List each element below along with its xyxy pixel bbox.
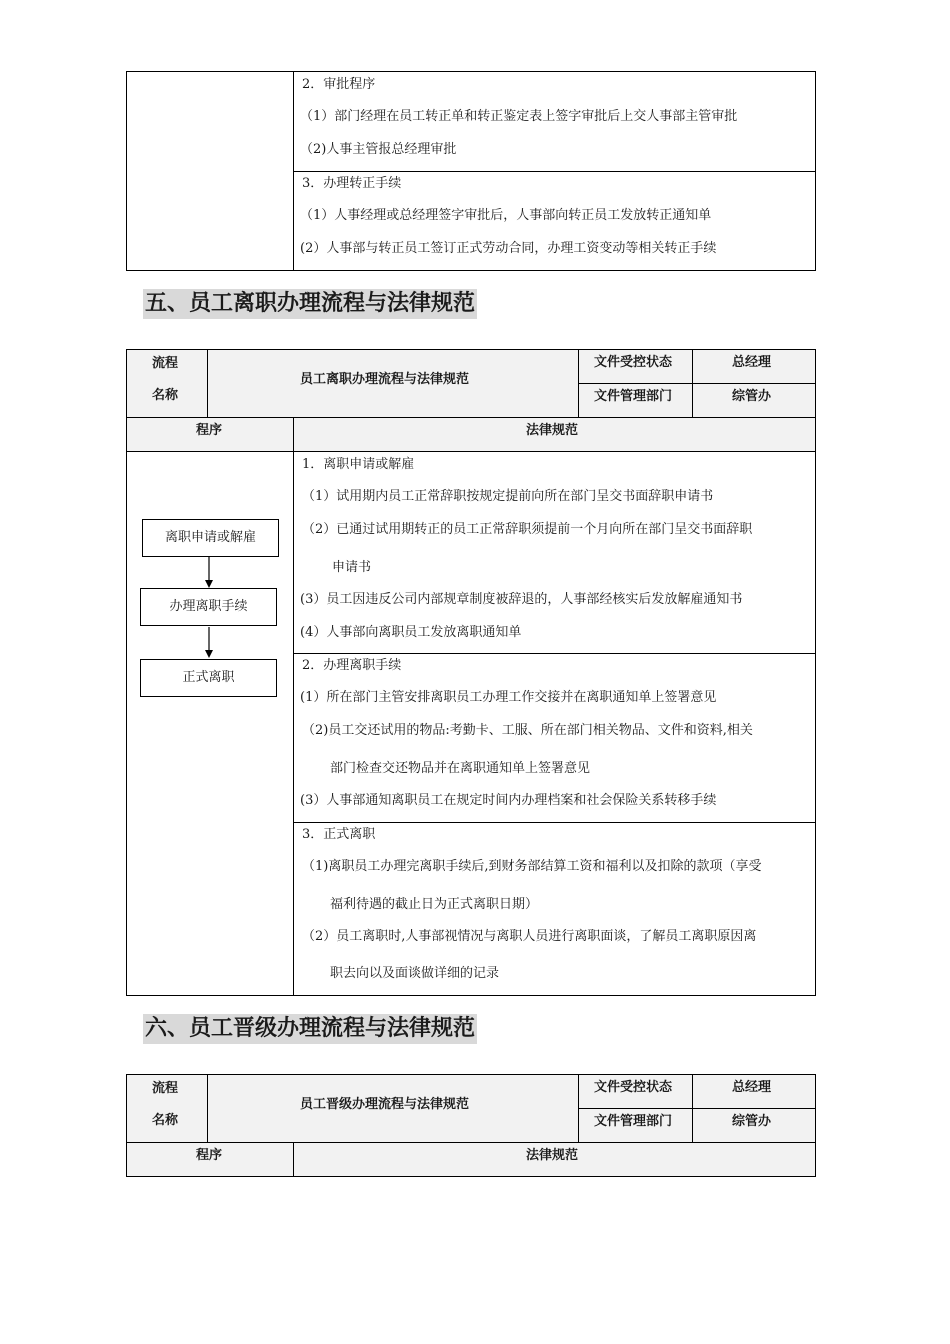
flow-step-resign: 离职申请或解雇 — [142, 519, 279, 557]
law-header: 法律规范 — [526, 1148, 579, 1163]
law-header: 法律规范 — [526, 423, 579, 438]
process-name-label-1: 流程 — [152, 1081, 179, 1096]
process-name-label-1: 流程 — [152, 356, 179, 371]
step-line: （1）人事经理或总经理签字审批后，人事部向转正员工发放转正通知单 — [300, 208, 712, 223]
process-name-label-2: 名称 — [152, 388, 179, 403]
control-status-label: 文件受控状态 — [594, 355, 673, 370]
law-step3-cell — [293, 822, 816, 996]
dept-label: 文件管理部门 — [594, 1114, 673, 1129]
step-line: (1）所在部门主管安排离职员工办理工作交接并在离职通知单上签署意见 — [300, 690, 717, 705]
control-status-value-cell — [692, 1074, 816, 1109]
procedure-header-cell — [126, 1142, 294, 1177]
step-line: 职去向以及面谈做详细的记录 — [330, 966, 500, 981]
step-heading: 2．审批程序 — [302, 77, 376, 92]
step-heading: 1．离职申请或解雇 — [302, 457, 415, 472]
process-name: 员工离职办理流程与法律规范 — [300, 372, 470, 387]
flow-arrows — [200, 556, 220, 660]
step-line: (3）人事部通知离职员工在规定时间内办理档案和社会保险关系转移手续 — [300, 793, 717, 808]
step-line: （2)员工交还试用的物品:考勤卡、工服、所在部门相关物品、文件和资料,相关 — [302, 723, 753, 738]
top-table-step2-cell — [293, 71, 816, 172]
process-name-label-cell — [126, 1074, 208, 1143]
procedure-header: 程序 — [196, 423, 223, 438]
section-title: 五、员工离职办理流程与法律规范 — [143, 289, 477, 319]
process-name-cell — [207, 1074, 579, 1143]
law-step2-cell — [293, 653, 816, 823]
top-table-step3-cell — [293, 171, 816, 271]
top-table-procedure-cell — [126, 71, 294, 271]
step-line: （1）试用期内员工正常辞职按规定提前向所在部门呈交书面辞职申请书 — [302, 489, 714, 504]
step-line: （1)离职员工办理完离职手续后,到财务部结算工资和福利以及扣除的款项（享受 — [302, 859, 762, 874]
step-line: (4）人事部向离职员工发放离职通知单 — [300, 625, 522, 640]
step-line: （2）已通过试用期转正的员工正常辞职须提前一个月向所在部门呈交书面辞职 — [302, 522, 753, 537]
dept-value: 综管办 — [732, 389, 772, 404]
law-step1-cell — [293, 451, 816, 654]
dept-label: 文件管理部门 — [594, 389, 673, 404]
step-line: (3）员工因违反公司内部规章制度被辞退的，人事部经核实后发放解雇通知书 — [300, 592, 743, 607]
dept-label-cell — [578, 383, 693, 418]
step-line: （1）部门经理在员工转正单和转正鉴定表上签字审批后上交人事部主管审批 — [300, 109, 738, 124]
procedure-header-cell — [126, 417, 294, 452]
step-line: 部门检查交还物品并在离职通知单上签署意见 — [330, 761, 591, 776]
arrow-down-icon — [205, 580, 213, 588]
step-line: (2）人事部与转正员工签订正式劳动合同，办理工资变动等相关转正手续 — [300, 241, 717, 256]
law-header-cell — [293, 417, 816, 452]
step-line: （2）员工离职时,人事部视情况与离职人员进行离职面谈，了解员工离职原因离 — [302, 929, 757, 944]
section-title: 六、员工晋级办理流程与法律规范 — [143, 1014, 477, 1044]
control-status-label-cell — [578, 1074, 693, 1109]
control-status-label-cell — [578, 349, 693, 384]
flow-step-leave: 正式离职 — [140, 659, 277, 697]
dept-label-cell — [578, 1108, 693, 1143]
flow-step-procedure: 办理离职手续 — [140, 588, 277, 626]
step-line: 申请书 — [332, 560, 372, 575]
step-line: 福利待遇的截止日为正式离职日期） — [330, 897, 539, 912]
control-status-value: 总经理 — [732, 1080, 772, 1095]
process-name: 员工晋级办理流程与法律规范 — [300, 1097, 470, 1112]
dept-value: 综管办 — [732, 1114, 772, 1129]
step-line: （2)人事主管报总经理审批 — [300, 142, 457, 157]
process-name-label-2: 名称 — [152, 1113, 179, 1128]
step-heading: 3．正式离职 — [302, 827, 376, 842]
process-name-label-cell — [126, 349, 208, 418]
dept-value-cell — [692, 1108, 816, 1143]
step-heading: 3．办理转正手续 — [302, 176, 402, 191]
process-name-cell — [207, 349, 579, 418]
control-status-value-cell — [692, 349, 816, 384]
control-status-label: 文件受控状态 — [594, 1080, 673, 1095]
step-heading: 2．办理离职手续 — [302, 658, 402, 673]
control-status-value: 总经理 — [732, 355, 772, 370]
procedure-header: 程序 — [196, 1148, 223, 1163]
law-header-cell — [293, 1142, 816, 1177]
dept-value-cell — [692, 383, 816, 418]
arrow-down-icon — [205, 650, 213, 658]
